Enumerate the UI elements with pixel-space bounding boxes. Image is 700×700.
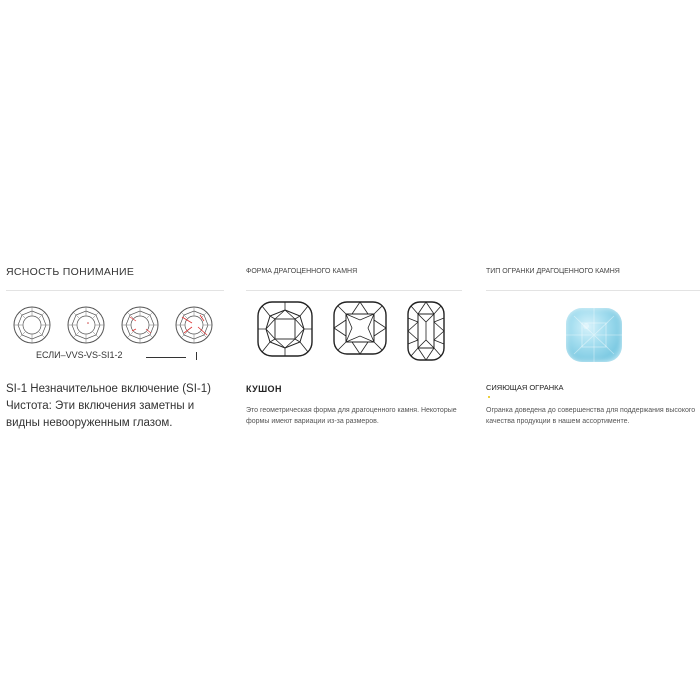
cushion-square-shape-icon [332,300,388,356]
round-diamond-icon [12,305,52,345]
cut-title: ТИП ОГРАНКИ ДРАГОЦЕННОГО КАМНЯ [486,268,620,275]
shape-title: ФОРМА ДРАГОЦЕННОГО КАМНЯ [246,268,358,275]
shape-description: Это геометрическая форма для драгоценного камня. Некоторые формы имеют вариации из-за размеров. [246,407,457,425]
elongated-cushion-shape-icon [406,300,446,362]
clarity-section [6,260,232,429]
clarity-scale [6,350,232,364]
clarity-label-if-vvs: ЕСЛИ–VVS- [36,350,87,360]
cut-name: СИЯЮЩАЯ ОГРАНКА [486,383,564,392]
clarity-scale-marker [196,352,197,360]
radiant-cut-gem-image [566,308,622,362]
shape-section [246,260,462,425]
clarity-scale-line [146,357,186,358]
clarity-divider [6,290,224,291]
cut-accent-dot [488,396,490,398]
round-diamond-inclusion-icon [174,305,214,345]
shape-name: КУШОН [246,384,282,394]
round-diamond-inclusion-icon [120,305,160,345]
clarity-title: ЯСНОСТЬ ПОНИМАНИЕ [6,266,135,278]
round-diamond-icon [66,305,106,345]
cushion-shape-icon [256,300,314,358]
clarity-label-vs-si: VS-SI1-2 [86,350,123,360]
shape-diagrams [256,300,446,362]
gem-facets [566,308,622,362]
cut-divider [486,290,700,291]
clarity-description: SI-1 Незначительное включение (SI-1) Чистота: Эти включения заметны и видны невооруженным глазом. [6,383,211,429]
clarity-diagrams [12,305,214,345]
cut-description: Огранка доведена до совершенства для поддержания высокого качества продукции в нашем ассортименте. [486,407,696,425]
shape-divider [246,290,462,291]
cut-section [486,260,700,425]
